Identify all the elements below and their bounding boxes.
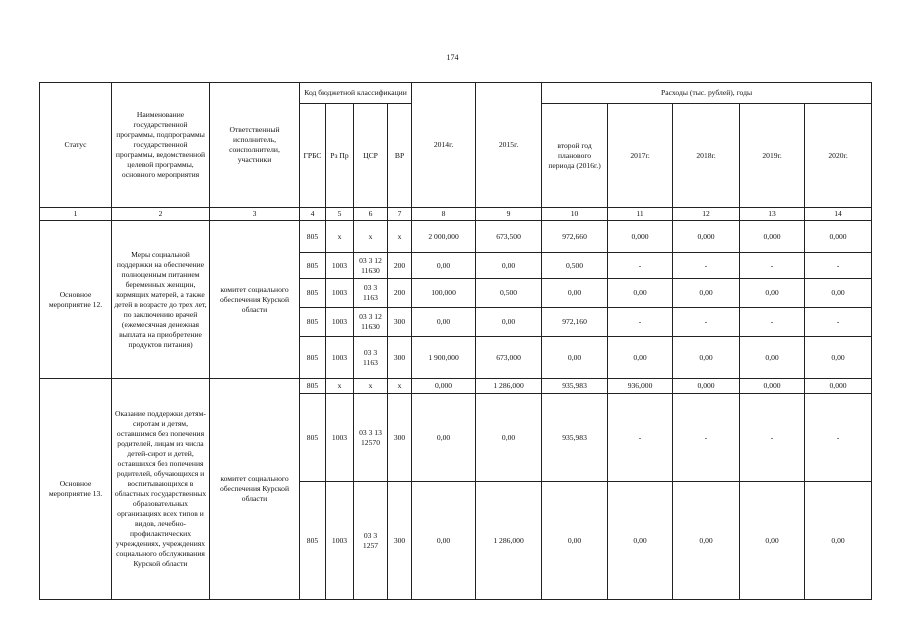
cell-2019: 0,00 (740, 337, 805, 379)
cell-2018: 0,000 (673, 221, 740, 253)
cell-2016: 935,983 (542, 394, 608, 482)
cell-2014: 0,00 (412, 308, 476, 337)
cell-grbs: 805 (300, 379, 326, 394)
cell-2017: 0,00 (608, 482, 673, 600)
cell-rzpr: x (326, 379, 354, 394)
cell-2016: 0,00 (542, 482, 608, 600)
cell-2014: 2 000,000 (412, 221, 476, 253)
header-2017: 2017г. (608, 104, 673, 208)
cell-rzpr: 1003 (326, 279, 354, 308)
budget-table (39, 82, 872, 600)
cell-2019: - (740, 308, 805, 337)
cell-2018: 0,00 (673, 482, 740, 600)
header-2018: 2018г. (673, 104, 740, 208)
colnum: 6 (354, 208, 388, 221)
cell-grbs: 805 (300, 337, 326, 379)
header-grbs: ГРБС (300, 104, 326, 208)
cell-2015: 0,00 (476, 308, 542, 337)
cell-csr: 03 3 13 12570 (354, 394, 388, 482)
cell-2018: - (673, 253, 740, 279)
cell-2014: 100,000 (412, 279, 476, 308)
colnum: 12 (673, 208, 740, 221)
colnum: 9 (476, 208, 542, 221)
header-status: Статус (40, 83, 112, 208)
cell-rzpr: 1003 (326, 337, 354, 379)
cell-vr: x (388, 379, 412, 394)
cell-2017: 0,00 (608, 337, 673, 379)
cell-2014: 1 900,000 (412, 337, 476, 379)
header-executor: Ответственный исполнитель, соисполнители, участники (210, 83, 300, 208)
cell-rzpr: x (326, 221, 354, 253)
m13-name: Оказание поддержки детям-сиротам и детям, оставшимся без попечения родителей, лицам из числа детей-сирот и детей, оставшихся без попечения родителей, обучающихся и воспитывающихся в областных государственных образовательных организациях всех типов и видов, лечебно-профилактических учреждениях, учреждениях социального обслуживания Курской области (112, 379, 210, 600)
cell-2015: 0,500 (476, 279, 542, 308)
cell-2020: 0,000 (805, 379, 872, 394)
cell-vr: 300 (388, 394, 412, 482)
header-vr: ВР (388, 104, 412, 208)
cell-rzpr: 1003 (326, 253, 354, 279)
cell-2015: 0,00 (476, 253, 542, 279)
column-numbers-row (40, 208, 872, 221)
header-name: Наименование государственной программы, подпрограммы государственной программы, ведомственной целевой программы, основного мероприятия (112, 83, 210, 208)
cell-2017: 0,000 (608, 221, 673, 253)
cell-2014: 0,000 (412, 379, 476, 394)
colnum: 10 (542, 208, 608, 221)
table-row (40, 379, 872, 394)
cell-vr: 200 (388, 279, 412, 308)
cell-2015: 0,00 (476, 394, 542, 482)
m13-executor: комитет социального обеспечения Курской области (210, 379, 300, 600)
header-rzpr: Рз Пр (326, 104, 354, 208)
cell-2015: 1 286,000 (476, 482, 542, 600)
cell-csr: 03 3 12 11630 (354, 308, 388, 337)
cell-vr: 300 (388, 308, 412, 337)
header-2016: второй год планового периода (2016г.) (542, 104, 608, 208)
cell-2014: 0,00 (412, 394, 476, 482)
cell-2020: 0,00 (805, 482, 872, 600)
cell-2016: 0,500 (542, 253, 608, 279)
colnum: 11 (608, 208, 673, 221)
cell-2015: 1 286,000 (476, 379, 542, 394)
cell-rzpr: 1003 (326, 308, 354, 337)
cell-2017: 0,00 (608, 279, 673, 308)
header-2014: 2014г. (412, 83, 476, 208)
cell-vr: 300 (388, 482, 412, 600)
cell-2020: - (805, 253, 872, 279)
page-number: 174 (446, 53, 459, 62)
cell-2017: - (608, 308, 673, 337)
m13-status: Основное мероприятие 13. (40, 379, 112, 600)
cell-vr: 300 (388, 337, 412, 379)
cell-csr: x (354, 221, 388, 253)
cell-2019: 0,000 (740, 221, 805, 253)
colnum: 3 (210, 208, 300, 221)
cell-2014: 0,00 (412, 253, 476, 279)
cell-vr: 200 (388, 253, 412, 279)
colnum: 13 (740, 208, 805, 221)
cell-grbs: 805 (300, 221, 326, 253)
cell-2018: 0,00 (673, 279, 740, 308)
cell-2020: 0,00 (805, 279, 872, 308)
cell-2016: 972,160 (542, 308, 608, 337)
header-csr: ЦСР (354, 104, 388, 208)
cell-2015: 673,000 (476, 337, 542, 379)
cell-grbs: 805 (300, 279, 326, 308)
cell-2019: 0,00 (740, 482, 805, 600)
cell-2018: 0,000 (673, 379, 740, 394)
cell-rzpr: 1003 (326, 482, 354, 600)
cell-2020: - (805, 394, 872, 482)
colnum: 5 (326, 208, 354, 221)
cell-2017: - (608, 253, 673, 279)
cell-csr: 03 3 12 11630 (354, 253, 388, 279)
colnum: 2 (112, 208, 210, 221)
cell-2019: - (740, 394, 805, 482)
cell-rzpr: 1003 (326, 394, 354, 482)
cell-2015: 673,500 (476, 221, 542, 253)
cell-2018: - (673, 308, 740, 337)
colnum: 7 (388, 208, 412, 221)
cell-grbs: 805 (300, 482, 326, 600)
cell-2018: 0,00 (673, 337, 740, 379)
cell-2017: - (608, 394, 673, 482)
cell-2018: - (673, 394, 740, 482)
colnum: 14 (805, 208, 872, 221)
cell-2019: 0,000 (740, 379, 805, 394)
cell-2014: 0,00 (412, 482, 476, 600)
cell-grbs: 805 (300, 394, 326, 482)
cell-grbs: 805 (300, 308, 326, 337)
cell-2016: 935,983 (542, 379, 608, 394)
cell-csr: x (354, 379, 388, 394)
header-2019: 2019г. (740, 104, 805, 208)
header-2015: 2015г. (476, 83, 542, 208)
cell-vr: x (388, 221, 412, 253)
cell-grbs: 805 (300, 253, 326, 279)
cell-2016: 972,660 (542, 221, 608, 253)
colnum: 8 (412, 208, 476, 221)
cell-2019: - (740, 253, 805, 279)
cell-2016: 0,00 (542, 279, 608, 308)
m12-status: Основное мероприятие 12. (40, 221, 112, 379)
colnum: 1 (40, 208, 112, 221)
cell-2019: 0,00 (740, 279, 805, 308)
m12-name: Меры социальной поддержки на обеспечение полноценным питанием беременных женщин, кормящих матерей, а также детей в возрасте до трех лет, по заключению врачей (ежемесячная денежная выплата на приобретение продуктов питания) (112, 221, 210, 379)
header-2020: 2020г. (805, 104, 872, 208)
m12-executor: комитет социального обеспечения Курской области (210, 221, 300, 379)
cell-csr: 03 3 1163 (354, 279, 388, 308)
cell-2017: 936,000 (608, 379, 673, 394)
cell-csr: 03 3 1163 (354, 337, 388, 379)
cell-2016: 0,00 (542, 337, 608, 379)
header-expenses: Расходы (тыс. рублей), годы (542, 83, 872, 104)
cell-2020: 0,00 (805, 337, 872, 379)
table-row (40, 221, 872, 253)
cell-2020: - (805, 308, 872, 337)
cell-csr: 03 3 1257 (354, 482, 388, 600)
cell-2020: 0,000 (805, 221, 872, 253)
colnum: 4 (300, 208, 326, 221)
header-budget-code: Код бюджетной классификации (300, 83, 412, 104)
